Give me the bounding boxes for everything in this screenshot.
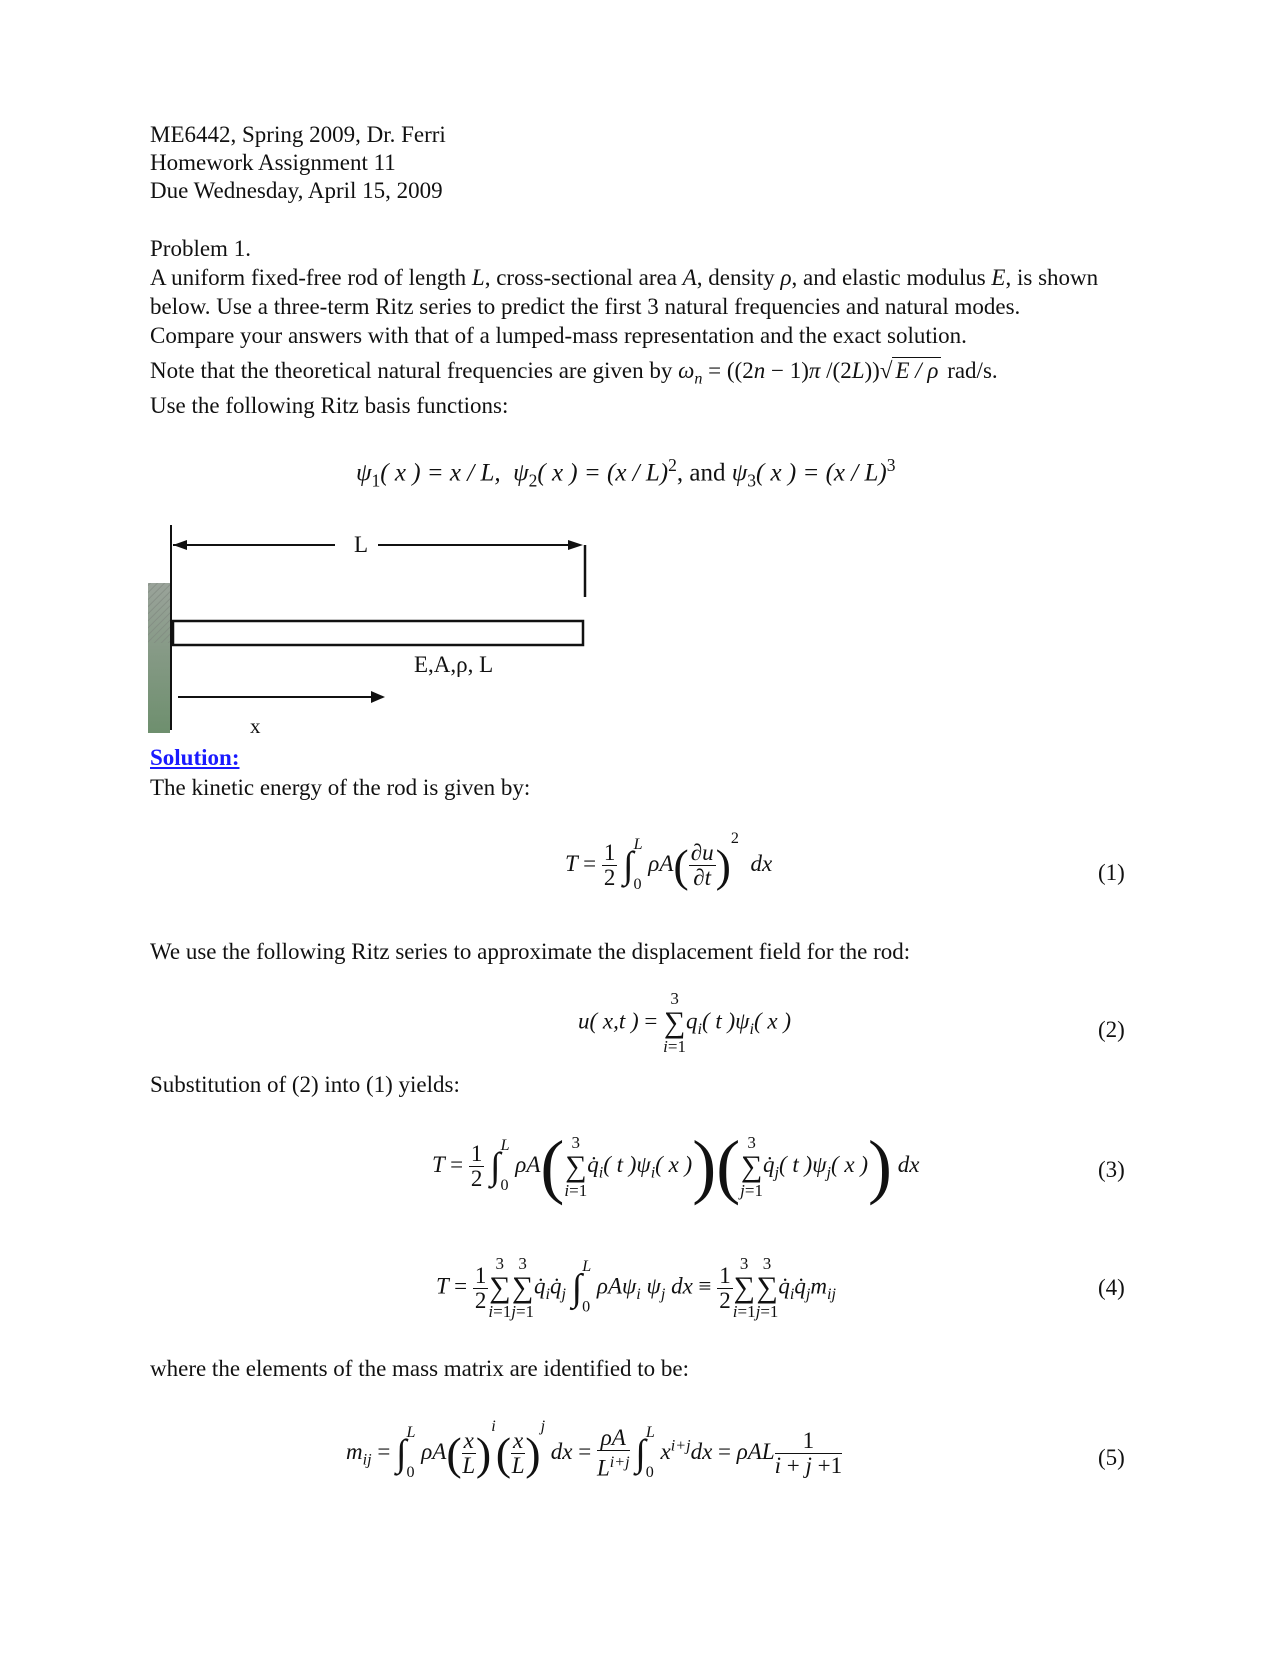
basis-functions: $\psi_1$( x ) = x / L, $\psi_2$( x ) = (x / L)$^2$, and $\psi_3$( x ) = (x / L)$^3$ bbox=[356, 455, 896, 491]
equation-3: T = $\frac{1}{2}$ $\int_0^L$ ρA( 3 ∑ i=1 $q̇_i$( t )$\psi_i$( x ))( 3 ∑ j=1 $q̇_j$( t )$\psi_j$( x )) dx bbox=[432, 1126, 920, 1206]
due-date-line: Due Wednesday, April 15, 2009 bbox=[150, 178, 443, 203]
course-line: ME6442, Spring 2009, Dr. Ferri bbox=[150, 122, 446, 147]
mass-matrix-text: where the elements of the mass matrix are identified to be: bbox=[150, 1356, 690, 1381]
problem-title: Problem 1. bbox=[150, 236, 251, 261]
rod-body bbox=[173, 621, 583, 645]
equation-4: T = $\frac{1}{2}$ 3 ∑ i=1 3 ∑ j=1 $q̇_iq̇_j$ $\int_0^L$ ρAψ$_i$ $\psi_j$ dx ≡ $\frac{1}{2}$ 3 ∑ i=1 3 ∑ j=1 $q̇_iq̇_jm_{ij}$ bbox=[436, 1254, 836, 1321]
solution-heading: Solution: bbox=[150, 745, 240, 770]
properties-label: E,A,ρ, L bbox=[414, 652, 494, 677]
problem-description: A uniform fixed-free rod of length L, cross-sectional area A, density ρ, and elastic modulus E, is shown below. Use a three-term Ritz series to predict the first 3 natural frequencies and natural modes. Compare your answers with that of a lumped-mass representation and the exact solution. bbox=[150, 265, 1099, 348]
equation-1: T = $\frac{1}{2}$ $\int_0^L$ ρA( $\frac{\partial u}{\partial t}$ )$^2$ dx bbox=[565, 830, 773, 893]
equation-number-4: (4) bbox=[1098, 1275, 1125, 1300]
kinetic-energy-text: The kinetic energy of the rod is given by: bbox=[150, 775, 531, 800]
basis-intro: Use the following Ritz basis functions: bbox=[150, 393, 509, 418]
equation-number-5: (5) bbox=[1098, 1445, 1125, 1470]
dimension-arrow-left bbox=[173, 540, 187, 550]
length-label: L bbox=[354, 532, 369, 557]
axis-label: x bbox=[250, 714, 261, 738]
equation-number-1: (1) bbox=[1098, 860, 1125, 885]
rod-diagram bbox=[140, 515, 600, 735]
frequency-note: Note that the theoretical natural frequencies are given by $\omega_n = ((2n - 1)\pi$ /(2L))√ E / ρ rad/s. bbox=[150, 358, 998, 388]
x-axis-arrow bbox=[371, 691, 385, 703]
dimension-arrow-right bbox=[568, 540, 583, 550]
equation-number-2: (2) bbox=[1098, 1017, 1125, 1042]
equation-number-3: (3) bbox=[1098, 1157, 1125, 1182]
equation-2: u( x,t ) = 3 ∑ i=1 $q_i$( t )$\psi_i$( x ) bbox=[578, 989, 791, 1056]
substitution-text: Substitution of (2) into (1) yields: bbox=[150, 1072, 460, 1097]
frequency-formula: $\omega_n = ((2n - 1)\pi$ /(2L))√ E / ρ bbox=[678, 358, 941, 383]
assignment-line: Homework Assignment 11 bbox=[150, 150, 396, 175]
equation-5: $m_{ij} = \int_0^L$ ρA( $\frac{x}{L}$ )$^i$( $\frac{x}{L}$ )$^j$ dx = $\frac{\rho A}{L^{i+j}}$ $\int_0^L$ $x^{i+j}dx = \rho AL$ $\frac{1}{i + j +1}$ bbox=[346, 1418, 843, 1482]
ritz-series-text: We use the following Ritz series to approximate the displacement field for the rod: bbox=[150, 939, 911, 964]
